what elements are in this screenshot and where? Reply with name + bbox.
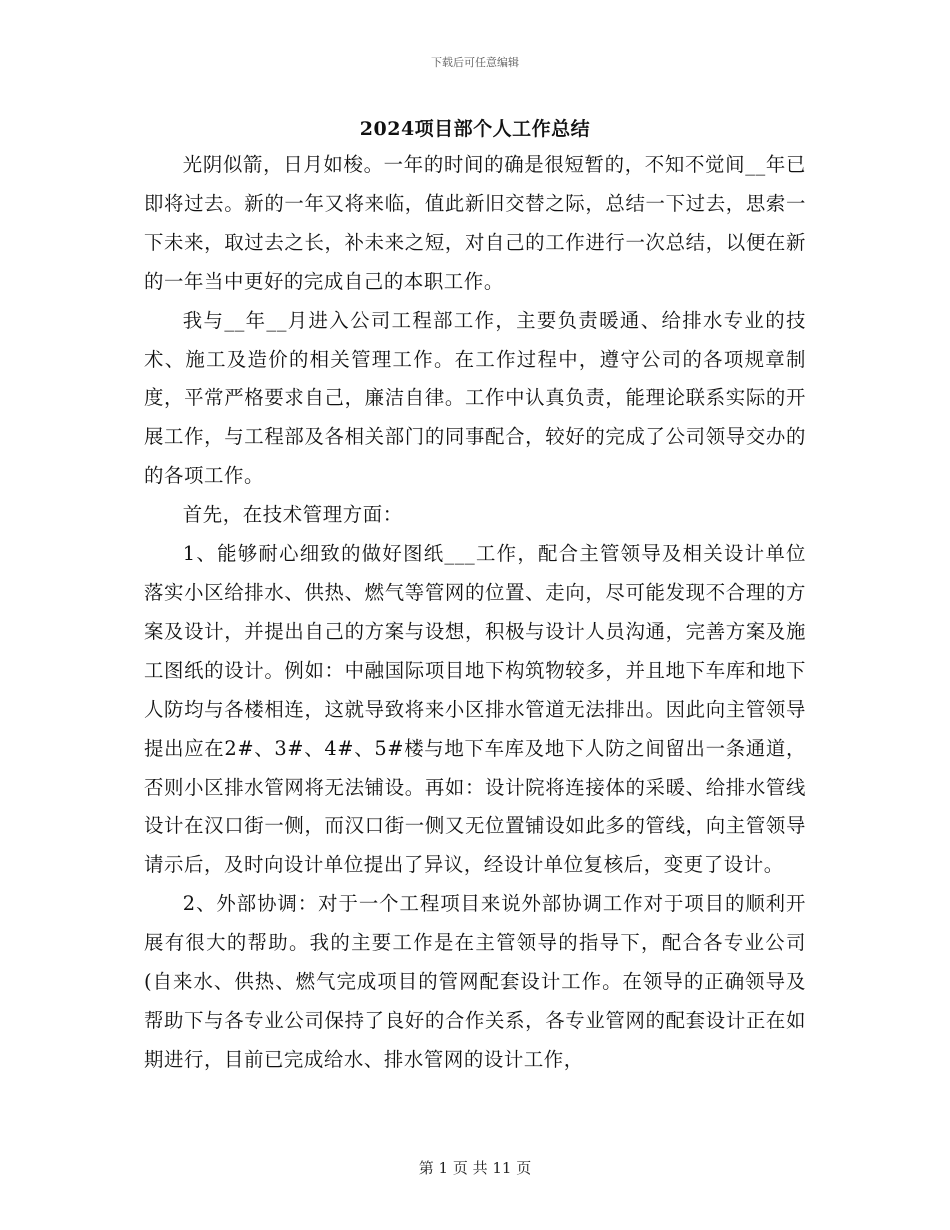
page-number-footer: 第 1 页 共 11 页	[418, 1159, 532, 1177]
document-title: 2024项目部个人工作总结	[359, 118, 591, 140]
paragraph-work-overview: 我与__年__月进入公司工程部工作，主要负责暖通、给排水专业的技术、施工及造价的相关管理工作。在工作过程中，遵守公司的各项规章制度，平常严格要求自己，廉洁自律。工作中认真负责，能理论联系实际的开展工作，与工程部及各相关部门的同事配合，较好的完成了公司领导交办的的各项工作。	[144, 308, 806, 488]
paragraph-technical-heading: 首先，在技术管理方面：	[182, 503, 403, 527]
paragraph-intro: 光阴似箭，日月如梭。一年的时间的确是很短暂的，不知不觉间__年已即将过去。新的一年又将来临，值此新旧交替之际，总结一下过去，思索一下未来，取过去之长，补未来之短，对自己的工作进行一次总结，以便在新的一年当中更好的完成自己的本职工作。	[144, 153, 806, 293]
paragraph-item-2: 2、外部协调：对于一个工程项目来说外部协调工作对于项目的顺利开展有很大的帮助。我的主要工作是在主管领导的指导下，配合各专业公司(自来水、供热、燃气完成项目的管网配套设计工作。在领导的正确领导及帮助下与各专业公司保持了良好的合作关系，各专业管网的配套设计正在如期进行，目前已完成给水、排水管网的设计工作，	[144, 892, 806, 1071]
page-header-note: 下载后可任意编辑	[431, 56, 519, 69]
document-body	[144, 146, 806, 1080]
paragraph-item-1: 1、能够耐心细致的做好图纸___工作，配合主管领导及相关设计单位落实小区给排水、供热、燃气等管网的位置、走向，尽可能发现不合理的方案及设计，并提出自己的方案与设想，积极与设计人员沟通，完善方案及施工图纸的设计。例如：中融国际项目地下构筑物较多，并且地下车库和地下人防均与各楼相连，这就导致将来小区排水管道无法排出。因此向主管领导提出应在2#、3#、4#、5#楼与地下车库及地下人防之间留出一条通道，否则小区排水管网将无法铺设。再如：设计院将连接体的采暖、给排水管线设计在汉口街一侧，而汉口街一侧又无位置铺设如此多的管线，向主管领导请示后，及时向设计单位提出了异议，经设计单位复核后，变更了设计。	[144, 542, 806, 877]
